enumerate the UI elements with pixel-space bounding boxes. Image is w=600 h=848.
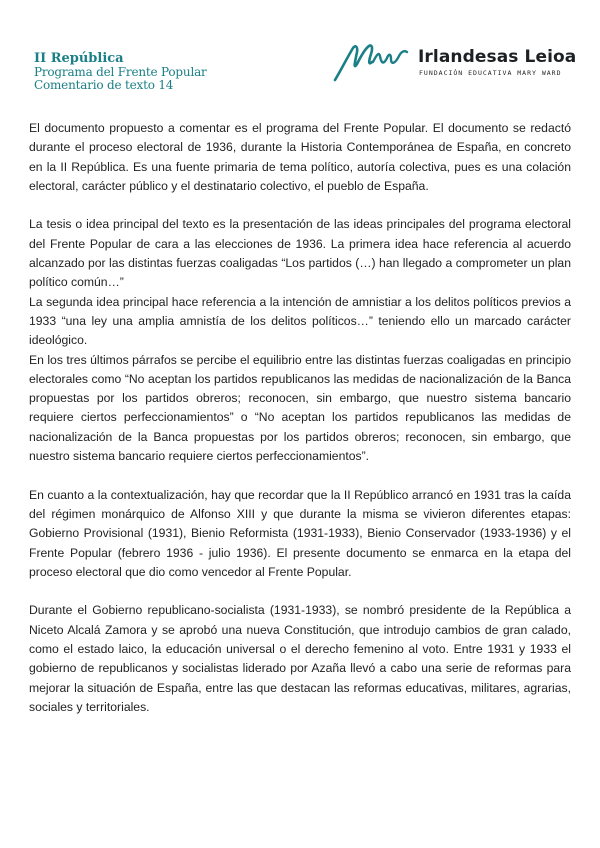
paragraph-government: Durante el Gobierno republicano-socialista (1931-1933), se nombró presidente de la República a Niceto Alcalá Zamora y se aprobó una nueva Constitución, que introdujo cambios de gran calado, como el estado laico, la educación universal o el derecho femenino al voto. Entre 1931 y 1933 el gobierno de republicanos y socialistas liderado por Azaña llevó a cabo una serie de reformas para mejorar la situación de España, entre las que destacan las reformas educativas, militares, agrarias, sociales y territoriales. [29, 603, 571, 714]
document-body [29, 119, 571, 737]
school-logo [333, 40, 577, 85]
header-title: II República [34, 51, 124, 66]
paragraph-thesis: La tesis o idea principal del texto es la presentación de las ideas principales del programa electoral del Frente Popular de cara a las elecciones de 1936. La primera idea hace referencia al acuerdo alcanzado por las distintas fuerzas coaligadas “Los partidos (…) han llegado a comprometer un plan político común…” [29, 217, 571, 290]
paragraph-second-idea: La segunda idea principal hace referencia a la intención de amnistiar a los delitos políticos previos a 1933 “una ley una amplia amnistía de los delitos políticos…” teniendo ello un marcado carácter ideológico. [29, 294, 571, 348]
logo-name: Irlandesas Leioa [418, 47, 577, 67]
document-header [34, 51, 207, 92]
paragraph-context: En cuanto a la contextualización, hay que recordar que la II Repúblico arrancó en 1931 tras la caída del régimen monárquico de Alfonso XIII y que durante la misma se vivieron diferentes etapas: Gobierno Provisional (1931), Bienio Reformista (1931-1933), Bienio Conservador (1933-1936) y el Frente Popular (febrero 1936 - julio 1936). El presente documento se enmarca en la etapa del proceso electoral que dio como vencedor al Frente Popular. [29, 487, 571, 579]
logo-tagline: FUNDACIÓN EDUCATIVA MARY WARD [419, 69, 562, 77]
paragraph-intro: El documento propuesto a comentar es el programa del Frente Popular. El documento se redactó durante el proceso electoral de 1936, durante la Historia Contemporánea de España, en concreto en la II República. Es una fuente primaria de tema político, autoría colectiva, pues es una colación electoral, carácter público y el destinatario colectivo, el pueblo de España. [29, 121, 571, 193]
header-subtitle-2: Comentario de texto 14 [34, 78, 174, 92]
paragraph-balance: En los tres últimos párrafos se percibe el equilibrio entre las distintas fuerzas coaligadas en principio electorales como “No aceptan los partidos republicanos las medidas de nacionalización de la Banca propuestas por los partidos obreros; reconocen, sin embargo, que nuestro sistema bancario requiere ciertos perfeccionamientos” o “No aceptan los partidos republicanos las medidas de nacionalización de la Banca propuestas por los partidos obreros; reconocen, sin embargo, que nuestro sistema bancario requiere ciertos perfeccionamientos”. [29, 352, 571, 464]
mw-monogram-icon [333, 40, 417, 85]
header-subtitle: Programa del Frente Popular [34, 65, 207, 79]
